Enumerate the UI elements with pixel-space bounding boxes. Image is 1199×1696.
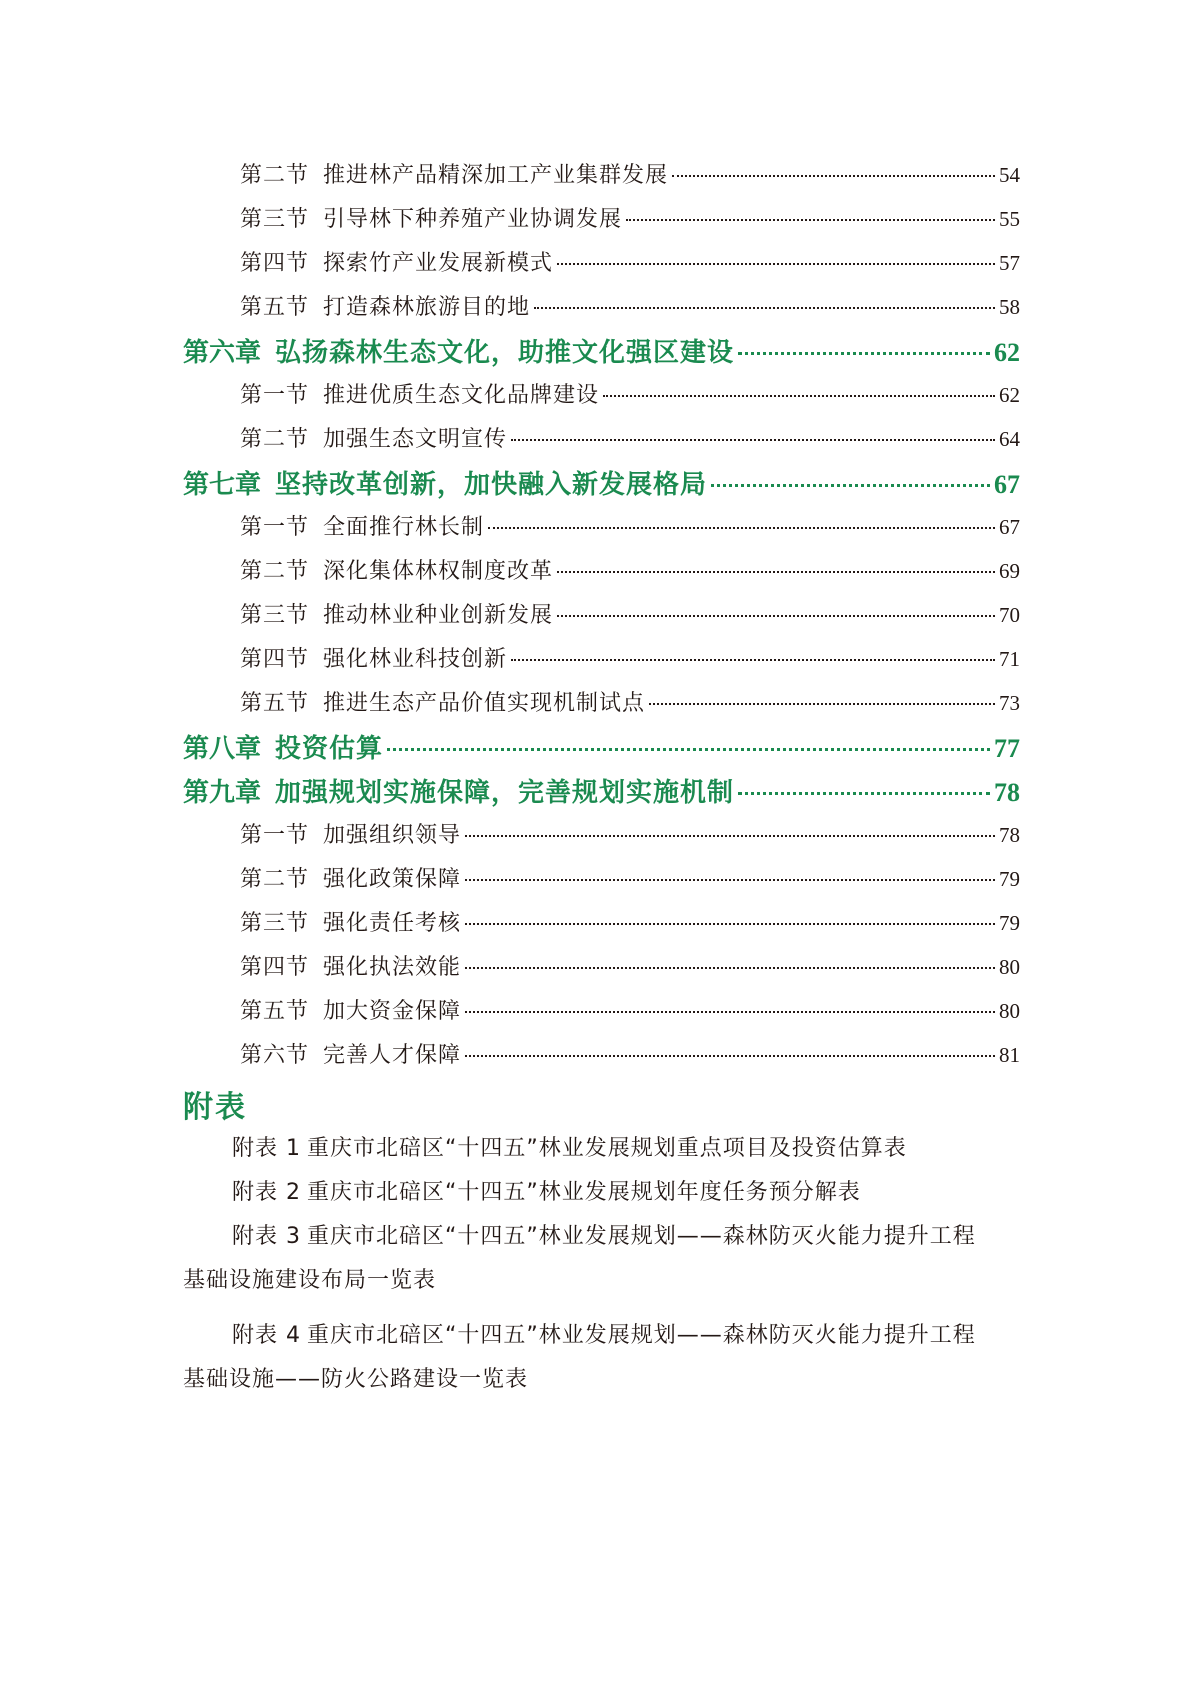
toc-section-entry[interactable] <box>240 598 1020 628</box>
toc-section-entry[interactable] <box>240 994 1020 1024</box>
toc-entry-number: 第五节 <box>240 295 310 320</box>
toc-entry-number: 第三节 <box>240 603 310 628</box>
toc-page-number: 58 <box>999 295 1020 319</box>
toc-page-number: 79 <box>999 867 1020 891</box>
toc-section-entry[interactable] <box>240 422 1020 452</box>
toc-page-number: 81 <box>999 1043 1020 1067</box>
dot-leader <box>465 879 995 881</box>
dot-leader <box>465 1011 995 1013</box>
toc-chapter-entry[interactable] <box>183 728 1020 762</box>
toc-entry-number: 第七章 <box>183 470 262 500</box>
appendix-title-continued: 基础设施建设布局一览表 <box>183 1268 437 1293</box>
dot-leader <box>738 792 990 795</box>
dot-leader <box>511 439 995 441</box>
toc-page-number: 79 <box>999 911 1020 935</box>
toc-entry-title: 推进优质生态文化品牌建设 <box>323 383 600 408</box>
dot-leader <box>603 395 995 397</box>
toc-entry-number: 第一节 <box>240 515 310 540</box>
toc-chapter-entry[interactable] <box>183 464 1020 498</box>
toc-entry-title: 强化执法效能 <box>323 955 462 980</box>
toc-entry-number: 第一节 <box>240 823 310 848</box>
appendix-item-1 <box>183 1127 1023 1171</box>
toc-entry-number: 第八章 <box>183 734 262 764</box>
dot-leader <box>557 571 995 573</box>
toc-page-number: 78 <box>999 823 1020 847</box>
dot-leader <box>465 835 995 837</box>
dot-leader <box>488 527 995 529</box>
dot-leader <box>387 748 990 751</box>
toc-section-entry[interactable] <box>240 378 1020 408</box>
toc-entry-title: 推进林产品精深加工产业集群发展 <box>323 163 669 188</box>
toc-entry-title: 强化政策保障 <box>323 867 462 892</box>
dot-leader <box>626 219 995 221</box>
dot-leader <box>534 307 995 309</box>
appendix-item-2 <box>183 1171 1023 1215</box>
toc-entry-number: 第四节 <box>240 955 310 980</box>
toc-entry-title: 加强生态文明宣传 <box>323 427 508 452</box>
appendix-title-continued: 基础设施——防火公路建设一览表 <box>183 1367 529 1392</box>
appendix-item-4 <box>183 1314 1023 1402</box>
appendix-title: 重庆市北碚区“十四五”林业发展规划——森林防灭火能力提升工程 <box>307 1323 976 1348</box>
dot-leader <box>465 923 995 925</box>
toc-section-entry[interactable] <box>240 862 1020 892</box>
toc-entry-number: 第六节 <box>240 1043 310 1068</box>
dot-leader <box>649 703 995 705</box>
toc-entry-title: 强化责任考核 <box>323 911 462 936</box>
toc-chapter-entry[interactable] <box>183 332 1020 366</box>
toc-section-entry[interactable] <box>240 818 1020 848</box>
toc-page-number: 78 <box>994 778 1020 807</box>
toc-entry-title: 加强规划实施保障，完善规划实施机制 <box>275 778 735 808</box>
toc-entry-title: 推动林业种业创新发展 <box>323 603 554 628</box>
toc-chapter-entry[interactable] <box>183 772 1020 806</box>
dot-leader <box>711 484 990 487</box>
toc-section-entry[interactable] <box>240 510 1020 540</box>
toc-entry-number: 第五节 <box>240 691 310 716</box>
toc-page-number: 77 <box>994 734 1020 763</box>
dot-leader <box>738 352 990 355</box>
toc-page-number: 64 <box>999 427 1020 451</box>
toc-entry-number: 第六章 <box>183 338 262 368</box>
toc-entry-title: 投资估算 <box>275 734 384 764</box>
toc-page-number: 67 <box>994 470 1020 499</box>
toc-page-number: 80 <box>999 999 1020 1023</box>
toc-section-entry[interactable] <box>240 158 1020 188</box>
toc-entry-number: 第二节 <box>240 163 310 188</box>
toc-entry-title: 引导林下种养殖产业协调发展 <box>323 207 623 232</box>
toc-entry-title: 强化林业科技创新 <box>323 647 508 672</box>
toc-entry-number: 第四节 <box>240 647 310 672</box>
appendix-label: 附表 2 <box>232 1180 301 1205</box>
toc-page-number: 69 <box>999 559 1020 583</box>
toc-page-number: 57 <box>999 251 1020 275</box>
dot-leader <box>672 175 995 177</box>
dot-leader <box>511 659 995 661</box>
toc-entry-title: 打造森林旅游目的地 <box>323 295 531 320</box>
toc-page-number: 55 <box>999 207 1020 231</box>
toc-section-entry[interactable] <box>240 246 1020 276</box>
toc-entry-title: 探索竹产业发展新模式 <box>323 251 554 276</box>
appendix-heading: 附表 <box>183 1090 247 1125</box>
toc-entry-title: 完善人才保障 <box>323 1043 462 1068</box>
toc-entry-title: 加强组织领导 <box>323 823 462 848</box>
toc-entry-number: 第九章 <box>183 778 262 808</box>
appendix-label: 附表 1 <box>232 1136 301 1161</box>
toc-entry-number: 第三节 <box>240 207 310 232</box>
toc-section-entry[interactable] <box>240 1038 1020 1068</box>
toc-page-number: 62 <box>994 338 1020 367</box>
toc-entry-title: 深化集体林权制度改革 <box>323 559 554 584</box>
toc-entry-number: 第二节 <box>240 867 310 892</box>
toc-section-entry[interactable] <box>240 950 1020 980</box>
toc-entry-title: 全面推行林长制 <box>323 515 485 540</box>
toc-page-number: 73 <box>999 691 1020 715</box>
toc-page-number: 62 <box>999 383 1020 407</box>
toc-entry-title: 加大资金保障 <box>323 999 462 1024</box>
toc-page-number: 70 <box>999 603 1020 627</box>
toc-entry-number: 第五节 <box>240 999 310 1024</box>
toc-section-entry[interactable] <box>240 202 1020 232</box>
toc-section-entry[interactable] <box>240 686 1020 716</box>
toc-entry-number: 第一节 <box>240 383 310 408</box>
dot-leader <box>557 615 995 617</box>
toc-section-entry[interactable] <box>240 906 1020 936</box>
toc-entry-number: 第三节 <box>240 911 310 936</box>
toc-entry-title: 坚持改革创新，加快融入新发展格局 <box>275 470 708 500</box>
appendix-label: 附表 4 <box>232 1323 301 1348</box>
toc-entry-title: 推进生态产品价值实现机制试点 <box>323 691 646 716</box>
dot-leader <box>465 1055 995 1057</box>
toc-section-entry[interactable] <box>240 642 1020 672</box>
toc-page-number: 54 <box>999 163 1020 187</box>
appendix-title: 重庆市北碚区“十四五”林业发展规划——森林防灭火能力提升工程 <box>307 1224 976 1249</box>
toc-section-entry[interactable] <box>240 290 1020 320</box>
toc-entry-number: 第二节 <box>240 559 310 584</box>
appendix-title: 重庆市北碚区“十四五”林业发展规划年度任务预分解表 <box>307 1180 861 1205</box>
toc-section-entry[interactable] <box>240 554 1020 584</box>
toc-page-number: 80 <box>999 955 1020 979</box>
toc-entry-title: 弘扬森林生态文化，助推文化强区建设 <box>275 338 735 368</box>
toc-entry-number: 第四节 <box>240 251 310 276</box>
appendix-title: 重庆市北碚区“十四五”林业发展规划重点项目及投资估算表 <box>307 1136 907 1161</box>
dot-leader <box>557 263 995 265</box>
appendix-item-3 <box>183 1215 1023 1303</box>
dot-leader <box>465 967 995 969</box>
toc-page-number: 71 <box>999 647 1020 671</box>
toc-entry-number: 第二节 <box>240 427 310 452</box>
appendix-label: 附表 3 <box>232 1224 301 1249</box>
toc-page-number: 67 <box>999 515 1020 539</box>
